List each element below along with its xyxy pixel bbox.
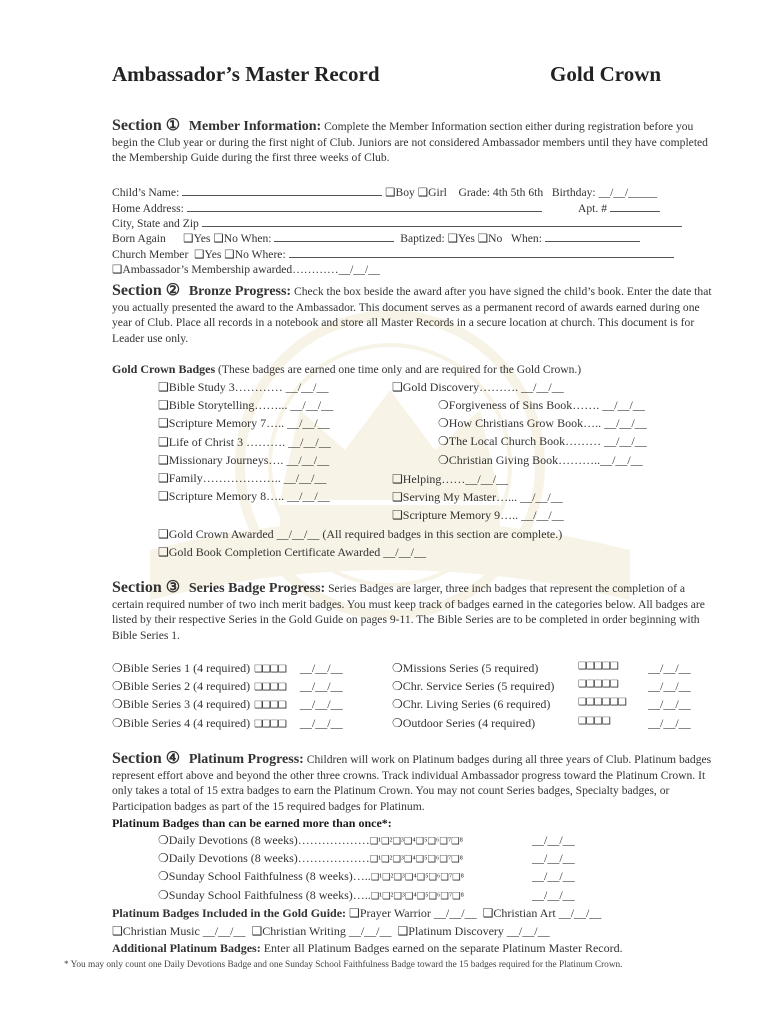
platinum-repeat-item xyxy=(158,869,575,884)
boy-label: Boy xyxy=(395,186,415,199)
birthday-field[interactable]: Birthday: __/__/_____ xyxy=(551,186,658,199)
baptized-label: Baptized: xyxy=(400,232,445,245)
section-1-label: Section ① xyxy=(112,117,181,134)
series-label: Outdoor Series (4 required) xyxy=(402,715,536,730)
platinum-boxes[interactable]: ❑¹❑²❑³❑⁴❑⁵❑⁶❑⁷❑⁸ xyxy=(370,873,464,884)
gold-left-checkbox[interactable]: ❑ xyxy=(158,380,169,394)
platinum-included-row xyxy=(112,906,601,921)
section-2-intro xyxy=(112,283,712,346)
born-again-when-field[interactable] xyxy=(274,230,394,242)
platinum-boxes[interactable]: ❑¹❑²❑³❑⁴❑⁵❑⁶❑⁷❑⁸ xyxy=(369,855,463,866)
gold-right-item xyxy=(392,490,563,505)
series-boxes[interactable]: ❑❑❑❑ xyxy=(254,718,286,730)
platinum-date[interactable]: __/__/__ xyxy=(532,851,575,866)
platinum-label: Daily Devotions (8 weeks)……………… xyxy=(168,851,370,866)
series-boxes[interactable]: ❑❑❑❑ xyxy=(254,700,286,712)
gold-left-checkbox[interactable]: ❑ xyxy=(158,416,169,431)
series-item xyxy=(392,679,691,694)
grade-label: Grade: 4th 5th 6th xyxy=(458,186,544,199)
gold-badges-title: Gold Crown Badges xyxy=(112,362,216,376)
series-date[interactable]: __/__/__ xyxy=(648,697,691,712)
section-2-label: Section ② xyxy=(112,282,181,299)
membership-awarded-checkbox[interactable]: ❑ xyxy=(112,263,123,276)
platinum-boxes[interactable]: ❑¹❑²❑³❑⁴❑⁵❑⁶❑⁷❑⁸ xyxy=(370,891,464,902)
gold-sub-radio[interactable]: ❍ xyxy=(438,398,449,412)
series-date[interactable]: __/__/__ xyxy=(299,679,343,694)
series-radio[interactable]: ❍ xyxy=(392,697,403,712)
gold-crown-awarded-checkbox[interactable]: ❑ xyxy=(158,527,169,541)
page-title: Ambassador’s Master Record xyxy=(112,62,380,86)
series-boxes[interactable]: ❑❑❑❑ xyxy=(578,715,610,727)
baptized-no-checkbox[interactable]: ❑ xyxy=(477,232,489,245)
home-address-label: Home Address: xyxy=(112,202,184,215)
church-member-yes-checkbox[interactable]: ❑ xyxy=(194,248,205,261)
platinum-repeat-item xyxy=(158,851,575,866)
gold-right-label: Serving My Master…... __/__/__ xyxy=(402,490,563,505)
platinum-radio[interactable]: ❍ xyxy=(158,887,169,902)
born-again-no-checkbox[interactable]: ❑ xyxy=(213,232,224,245)
child-name-row xyxy=(112,184,657,201)
series-item xyxy=(112,661,343,676)
baptized-no-label: No xyxy=(488,232,503,245)
gold-left-label: Scripture Memory 7….. __/__/__ xyxy=(168,416,330,431)
section-2-heading: Bronze Progress: xyxy=(188,284,292,299)
prayer-warrior-label: Prayer Warrior __/__/__ xyxy=(359,906,477,920)
gold-certificate-checkbox[interactable]: ❑ xyxy=(158,545,169,559)
platinum-repeat-item xyxy=(158,887,575,903)
section-1-heading: Member Information: xyxy=(188,119,322,134)
series-label: Bible Series 1 (4 required) xyxy=(122,661,251,675)
gold-sub-item xyxy=(438,398,645,413)
platinum-radio[interactable]: ❍ xyxy=(158,833,169,847)
gold-sub-item xyxy=(438,416,647,431)
series-date[interactable]: __/__/__ xyxy=(299,715,343,730)
platinum-label: Daily Devotions (8 weeks)……………… xyxy=(168,833,370,847)
gold-right-item xyxy=(392,472,508,487)
gold-certificate-item xyxy=(158,545,426,560)
child-name-label: Child’s Name: xyxy=(112,186,180,199)
series-label: Bible Series 3 (4 required) xyxy=(122,697,251,712)
christian-writing-checkbox[interactable]: ❑ xyxy=(251,924,263,938)
series-radio[interactable]: ❍ xyxy=(392,715,403,730)
platinum-radio[interactable]: ❍ xyxy=(158,851,169,866)
section-4-heading: Platinum Progress: xyxy=(188,752,304,767)
gold-left-checkbox[interactable]: ❑ xyxy=(158,398,169,413)
gold-left-item xyxy=(158,435,331,450)
gold-badges-note: (These badges are earned one time only and are required for the Gold Crown.) xyxy=(218,363,582,376)
gold-crown-awarded-label: Gold Crown Awarded __/__/__ (All required badges in this section are complete.) xyxy=(168,527,563,541)
christian-writing-label: Christian Writing __/__/__ xyxy=(262,924,392,938)
series-label: Bible Series 2 (4 required) xyxy=(122,679,251,694)
platinum-date[interactable]: __/__/__ xyxy=(532,833,575,847)
series-date[interactable]: __/__/__ xyxy=(299,661,343,675)
gold-sub-radio[interactable]: ❍ xyxy=(438,434,449,449)
platinum-discovery-checkbox[interactable]: ❑ xyxy=(397,924,409,938)
apt-field[interactable] xyxy=(610,200,660,212)
membership-awarded-label: Ambassador’s Membership awarded…………__/__/__ xyxy=(122,263,380,276)
series-radio[interactable]: ❍ xyxy=(392,661,403,675)
gold-sub-item xyxy=(438,434,647,449)
series-boxes[interactable]: ❑❑❑❑❑❑ xyxy=(578,697,626,709)
additional-platinum-text: Enter all Platinum Badges earned on the separate Platinum Master Record. xyxy=(263,941,623,955)
gold-sub-radio[interactable]: ❍ xyxy=(438,416,449,431)
gold-left-item xyxy=(158,453,329,468)
series-date[interactable]: __/__/__ xyxy=(648,715,691,730)
church-member-row xyxy=(112,246,674,263)
boy-checkbox[interactable]: ❑ xyxy=(385,186,396,199)
platinum-discovery-label: Platinum Discovery __/__/__ xyxy=(408,924,550,938)
section-1-text: Complete the Member Information section either during registration before you begin the Club year or during the first night of Club. Juniors are not considered Ambassador members until they have completed the Membership Guide during the first three weeks of Club. xyxy=(112,120,708,165)
series-boxes[interactable]: ❑❑❑❑ xyxy=(254,664,286,675)
gold-left-label: Scripture Memory 8….. __/__/__ xyxy=(168,489,330,504)
platinum-label: Sunday School Faithfulness (8 weeks)….. xyxy=(168,887,371,902)
home-address-field[interactable] xyxy=(187,200,542,212)
series-radio[interactable]: ❍ xyxy=(392,679,403,694)
section-2-text: Check the box beside the award after you have signed the child’s book. Enter the date that you actually presented the award to the Ambassador. This document serves as a permanent record of awards earned during one year of Club. Place all records in a notebook and store all Master Records in a secure location at church. This document is for Leader use only. xyxy=(112,285,712,345)
platinum-date[interactable]: __/__/__ xyxy=(532,869,575,884)
gold-left-checkbox[interactable]: ❑ xyxy=(158,452,169,467)
born-again-label: Born Again xyxy=(112,232,166,245)
girl-checkbox[interactable]: ❑ xyxy=(417,186,429,199)
series-boxes[interactable]: ❑❑❑❑❑ xyxy=(578,661,618,672)
gold-certificate-label: Gold Book Completion Certificate Awarded __/__/__ xyxy=(168,545,426,559)
gold-badges-heading xyxy=(112,362,581,378)
series-radio[interactable]: ❍ xyxy=(112,697,123,712)
series-label: Missions Series (5 required) xyxy=(402,661,539,675)
gold-sub-label: The Local Church Book……… __/__/__ xyxy=(448,434,647,449)
gold-right-checkbox[interactable]: ❑ xyxy=(392,490,403,505)
church-member-yes-label: Yes xyxy=(204,248,222,261)
series-item xyxy=(392,715,691,731)
gold-crown-awarded-item xyxy=(158,527,562,542)
gold-left-checkbox[interactable]: ❑ xyxy=(158,434,169,449)
gold-left-item xyxy=(158,398,333,413)
section-3-intro xyxy=(112,580,712,643)
series-radio[interactable]: ❍ xyxy=(112,715,123,730)
platinum-label: Sunday School Faithfulness (8 weeks)….. xyxy=(168,869,371,884)
series-label: Bible Series 4 (4 required) xyxy=(122,715,251,730)
church-member-no-checkbox[interactable]: ❑ xyxy=(224,248,235,261)
gold-sub-label: Forgiveness of Sins Book……. __/__/__ xyxy=(448,398,645,412)
series-item xyxy=(112,697,343,712)
christian-art-checkbox[interactable]: ❑ xyxy=(482,906,494,920)
section-3-heading: Series Badge Progress: xyxy=(188,581,326,596)
baptized-when-label: When: xyxy=(511,232,542,245)
baptized-when-field[interactable] xyxy=(545,230,640,242)
platinum-radio[interactable]: ❍ xyxy=(158,869,169,884)
platinum-boxes[interactable]: ❑¹❑²❑³❑⁴❑⁵❑⁶❑⁷❑⁸ xyxy=(369,837,463,847)
born-again-row xyxy=(112,230,640,247)
series-item xyxy=(112,679,343,694)
series-item xyxy=(112,716,343,731)
gold-left-item xyxy=(158,416,330,431)
gold-sub-radio[interactable]: ❍ xyxy=(438,452,449,467)
gold-sub-label: Christian Giving Book………..__/__/__ xyxy=(448,452,643,467)
city-label: City, State and Zip xyxy=(112,217,199,230)
apt-label: Apt. # xyxy=(578,202,607,215)
platinum-date[interactable]: __/__/__ xyxy=(532,887,575,902)
gold-discovery-checkbox[interactable]: ❑ xyxy=(392,380,403,394)
gold-right-checkbox[interactable]: ❑ xyxy=(392,472,403,486)
footnote: * You may only count one Daily Devotions Badge and one Sunday School Faithfulness Badge toward the 15 badges required for the Platinum Crown. xyxy=(64,960,623,970)
prayer-warrior-checkbox[interactable]: ❑ xyxy=(349,906,360,920)
christian-music-checkbox[interactable]: ❑ xyxy=(112,924,123,938)
christian-music-label: Christian Music __/__/__ xyxy=(122,924,246,938)
series-boxes[interactable]: ❑❑❑❑❑ xyxy=(578,679,618,691)
church-member-label: Church Member xyxy=(112,248,189,261)
membership-awarded-row xyxy=(112,262,380,278)
gold-left-item xyxy=(158,380,328,395)
child-name-field[interactable] xyxy=(182,184,382,196)
gold-discovery-label: Gold Discovery………. __/__/__ xyxy=(402,380,564,394)
gold-left-label: Bible Study 3………… __/__/__ xyxy=(168,380,329,394)
baptized-yes-checkbox[interactable]: ❑ xyxy=(447,232,458,245)
section-1-intro xyxy=(112,118,712,166)
church-member-no-label: No Where: xyxy=(234,248,286,261)
born-again-yes-label: Yes xyxy=(193,232,211,245)
gold-left-checkbox[interactable]: ❑ xyxy=(158,489,169,504)
series-radio[interactable]: ❍ xyxy=(112,661,123,675)
church-member-where-field[interactable] xyxy=(289,246,674,258)
gold-left-label: Bible Storytelling……... __/__/__ xyxy=(168,398,334,413)
platinum-included-row-2 xyxy=(112,924,550,939)
series-label: Chr. Service Series (5 required) xyxy=(402,679,555,694)
city-field[interactable] xyxy=(202,215,682,227)
series-label: Chr. Living Series (6 required) xyxy=(402,697,551,712)
born-again-yes-checkbox[interactable]: ❑ xyxy=(183,232,194,245)
series-date[interactable]: __/__/__ xyxy=(299,697,343,712)
gold-left-checkbox[interactable]: ❑ xyxy=(158,471,169,485)
series-date[interactable]: __/__/__ xyxy=(648,679,691,694)
gold-right-label: Helping……__/__/__ xyxy=(402,472,509,486)
gold-left-item xyxy=(158,471,326,486)
gold-discovery-item xyxy=(392,380,564,395)
series-item xyxy=(392,697,691,712)
series-date[interactable]: __/__/__ xyxy=(648,661,691,675)
gold-sub-label: How Christians Grow Book….. __/__/__ xyxy=(448,416,647,431)
christian-art-label: Christian Art __/__/__ xyxy=(493,906,602,920)
section-3-text: Series Badges are larger, three inch badges that represent the completion of a certain required number of two inch merit badges. You must keep track of badges earned in the categories below. All badges are listed by their respective Series in the Gold Guide on pages 9-11. The Bible Series are to be completed in order beginning with Bible Series 1. xyxy=(112,582,705,642)
gold-left-label: Life of Christ 3 ………. __/__/__ xyxy=(168,434,331,449)
baptized-yes-label: Yes xyxy=(457,232,475,245)
crown-title: Gold Crown xyxy=(550,62,662,86)
additional-platinum-heading: Additional Platinum Badges: xyxy=(112,941,261,955)
gold-left-label: Missionary Journeys…. __/__/__ xyxy=(168,452,330,467)
section-4-label: Section ④ xyxy=(112,750,181,767)
section-4-intro xyxy=(112,751,712,814)
section-4-text: Children will work on Platinum badges during all three years of Club. Platinum badges represent effort above and beyond the other three crowns. Track individual Ambassador progress toward the Platinum Crown. It only takes a total of 15 extra badges to earn the Platinum Crown. You may not count Series badges, Specialty badges, or Participation badges as part of the 15 required badges for Platinum. xyxy=(112,753,712,813)
platinum-repeat-heading: Platinum Badges than can be earned more than once*: xyxy=(112,816,392,830)
additional-platinum-row xyxy=(112,941,623,956)
gold-right-checkbox[interactable]: ❑ xyxy=(392,508,403,523)
gold-right-item xyxy=(392,508,564,523)
series-item xyxy=(392,661,691,676)
gold-sub-item xyxy=(438,453,643,468)
series-boxes[interactable]: ❑❑❑❑ xyxy=(254,682,286,694)
gold-left-label: Family……………….. __/__/__ xyxy=(168,471,327,485)
series-radio[interactable]: ❍ xyxy=(112,679,123,694)
born-again-no-label: No When: xyxy=(223,232,272,245)
platinum-included-heading: Platinum Badges Included in the Gold Guide: xyxy=(112,906,347,920)
gold-left-item xyxy=(158,489,330,504)
section-3-label: Section ③ xyxy=(112,579,181,596)
girl-label: Girl xyxy=(428,186,447,199)
gold-right-label: Scripture Memory 9….. __/__/__ xyxy=(402,508,564,523)
platinum-repeat-item xyxy=(158,833,575,848)
